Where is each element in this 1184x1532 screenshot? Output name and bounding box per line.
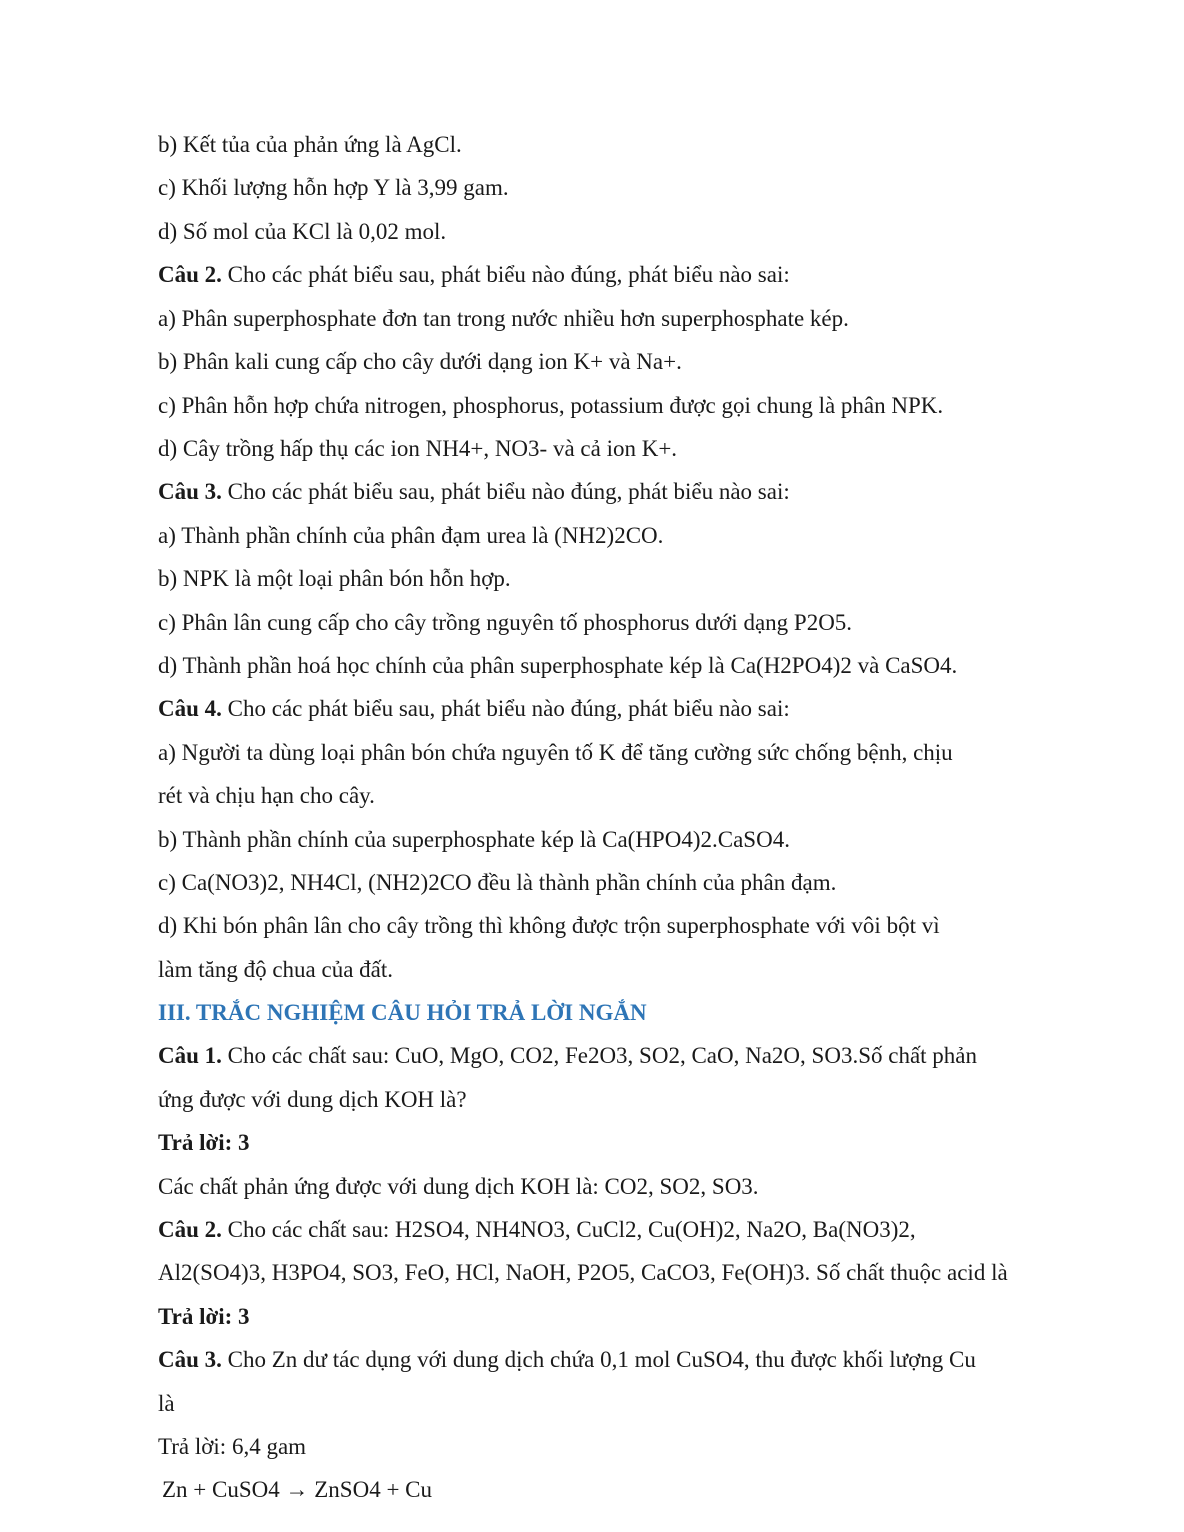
text-line: b) NPK là một loại phân bón hỗn hợp. [158,566,511,591]
question-line [158,694,1058,724]
text-line: làm tăng độ chua của đất. [158,957,394,982]
text-line: b) Thành phần chính của superphosphate kép là Ca(HPO4)2.CaSO4. [158,827,790,852]
equation-line: Zn + CuSO4 → ZnSO4 + Cu [162,1477,433,1502]
question-text: Câu 2. Cho các phát biểu sau, phát biểu nào đúng, phát biểu nào sai: [158,262,790,287]
text-line: d) Số mol của KCl là 0,02 mol. [158,219,447,244]
text-line: c) Phân lân cung cấp cho cây trồng nguyên tố phosphorus dưới dạng P2O5. [158,610,853,635]
answer-line [158,1128,1058,1158]
question-line [158,260,1058,290]
question-number: Câu 4. [158,696,222,721]
text-line: Các chất phản ứng được với dung dịch KOH là: CO2, SO2, SO3. [158,1174,759,1199]
question-number: Câu 2. [158,262,222,287]
text-line: c) Khối lượng hỗn hợp Y là 3,99 gam. [158,175,509,200]
text-line: ứng được với dung dịch KOH là? [158,1087,467,1112]
question-number: Câu 3. [158,1347,222,1372]
question-line [158,1345,1058,1375]
question-line [158,477,1058,507]
question-line [158,1041,1058,1071]
question-text: Câu 3. Cho Zn dư tác dụng với dung dịch chứa 0,1 mol CuSO4, thu được khối lượng Cu [158,1347,976,1372]
text-line: d) Khi bón phân lân cho cây trồng thì không được trộn superphosphate với vôi bột vì [158,913,940,938]
question-text: Câu 3. Cho các phát biểu sau, phát biểu nào đúng, phát biểu nào sai: [158,479,790,504]
text-line: d) Thành phần hoá học chính của phân superphosphate kép là Ca(H2PO4)2 và CaSO4. [158,653,958,678]
section-heading: III. TRẮC NGHIỆM CÂU HỎI TRẢ LỜI NGẮN [158,1000,647,1025]
text-line: c) Phân hỗn hợp chứa nitrogen, phosphorus, potassium được gọi chung là phân NPK. [158,393,944,418]
text-line: a) Người ta dùng loại phân bón chứa nguyên tố K để tăng cường sức chống bệnh, chịu [158,740,953,765]
text-line: b) Kết tủa của phản ứng là AgCl. [158,132,462,157]
question-text: Câu 2. Cho các chất sau: H2SO4, NH4NO3, CuCl2, Cu(OH)2, Na2O, Ba(NO3)2, [158,1217,916,1242]
answer-line [158,1302,1058,1332]
text-line: d) Cây trồng hấp thụ các ion NH4+, NO3- và cả ion K+. [158,436,678,461]
text-line: a) Thành phần chính của phân đạm urea là (NH2)2CO. [158,523,664,548]
question-number: Câu 1. [158,1043,222,1068]
answer-line: Trả lời: 6,4 gam [158,1434,307,1459]
text-line: Al2(SO4)3, H3PO4, SO3, FeO, HCl, NaOH, P2O5, CaCO3, Fe(OH)3. Số chất thuộc acid là [158,1260,1008,1285]
text-line: rét và chịu hạn cho cây. [158,783,375,808]
question-line [158,1215,1058,1245]
question-number: Câu 2. [158,1217,222,1242]
answer-text: Trả lời: 3 [158,1130,250,1155]
text-line: b) Phân kali cung cấp cho cây dưới dạng ion K+ và Na+. [158,349,682,374]
text-line: là [158,1391,175,1416]
question-number: Câu 3. [158,479,222,504]
question-text: Câu 1. Cho các chất sau: CuO, MgO, CO2, Fe2O3, SO2, CaO, Na2O, SO3.Số chất phản [158,1043,977,1068]
answer-text: Trả lời: 3 [158,1304,250,1329]
question-text: Câu 4. Cho các phát biểu sau, phát biểu nào đúng, phát biểu nào sai: [158,696,790,721]
text-line: a) Phân superphosphate đơn tan trong nước nhiều hơn superphosphate kép. [158,306,849,331]
text-line: c) Ca(NO3)2, NH4Cl, (NH2)2CO đều là thành phần chính của phân đạm. [158,870,837,895]
